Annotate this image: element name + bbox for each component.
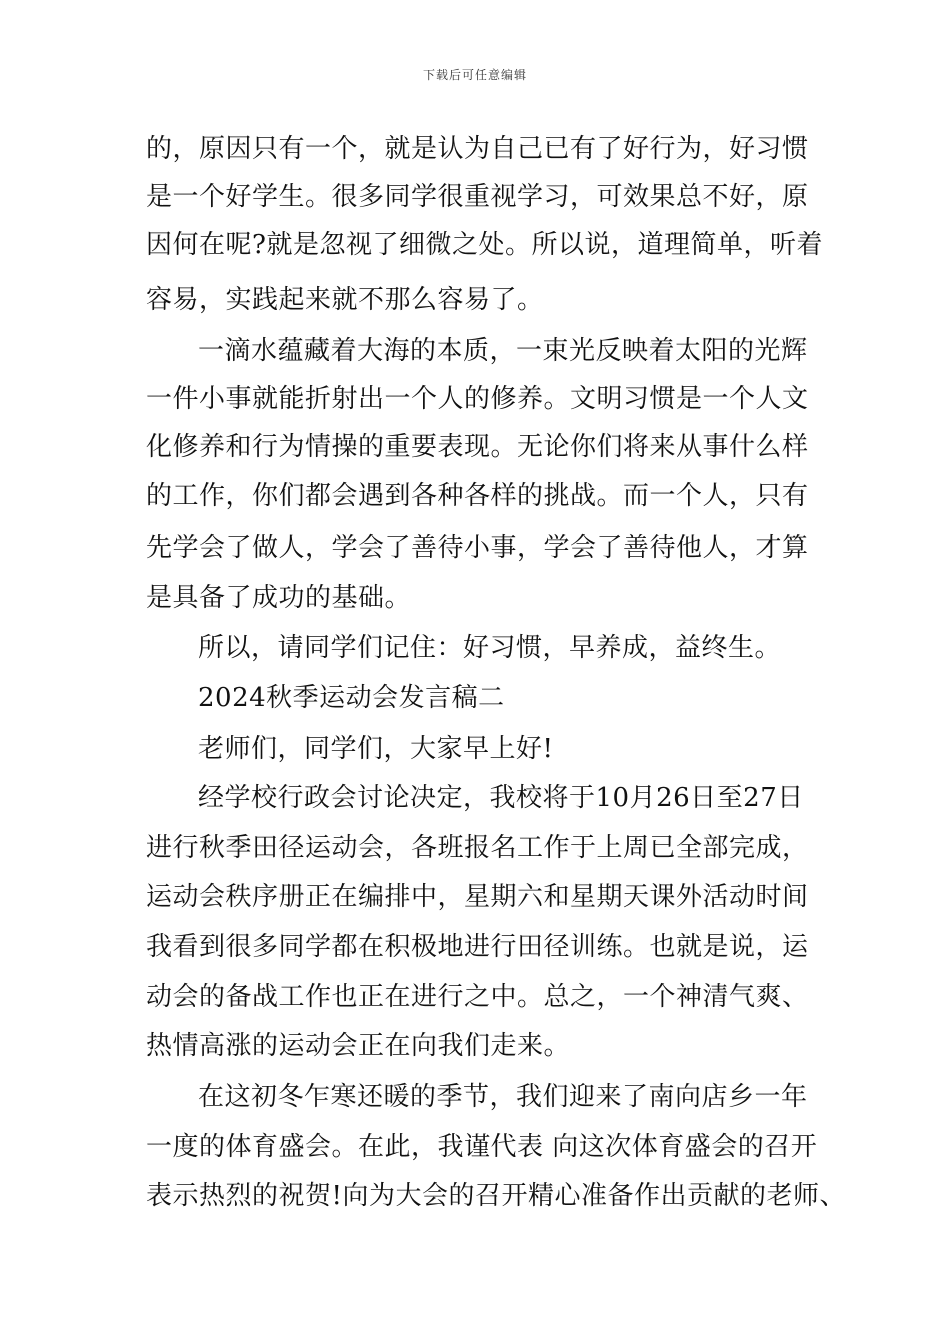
text-line: 热情高涨的运动会正在向我们走来。 xyxy=(146,1031,571,1061)
text-line: 一度的体育盛会。在此，我谨代表 向这次体育盛会的召开 xyxy=(146,1132,818,1162)
greeting-line: 老师们，同学们，大家早上好! xyxy=(198,734,554,764)
text-line: 表示热烈的祝贺!向为大会的召开精心准备作出贡献的老师、 xyxy=(146,1181,846,1211)
section-title: 2024秋季运动会发言稿二 xyxy=(198,683,505,713)
text-line: 所以，请同学们记住：好习惯，早养成，益终生。 xyxy=(198,633,782,663)
text-line: 一件小事就能折射出一个人的修养。文明习惯是一个人文 xyxy=(146,384,809,414)
text-line: 容易，实践起来就不那么容易了。 xyxy=(146,285,544,315)
text-line: 一滴水蕴藏着大海的本质，一束光反映着太阳的光辉 xyxy=(198,336,808,366)
text-line: 的，原因只有一个，就是认为自己已有了好行为，好习惯 xyxy=(146,134,809,164)
page-header: 下载后可任意编辑 xyxy=(422,68,527,82)
text-line: 运动会秩序册正在编排中，星期六和星期天课外活动时间 xyxy=(146,882,809,912)
text-line: 在这初冬乍寒还暖的季节，我们迎来了南向店乡一年 xyxy=(198,1082,808,1112)
text-line: 我看到很多同学都在积极地进行田径训练。也就是说，运 xyxy=(146,932,809,962)
text-line: 是具备了成功的基础。 xyxy=(146,583,412,613)
text-line: 进行秋季田径运动会，各班报名工作于上周已全部完成， xyxy=(146,833,809,863)
text-line: 先学会了做人，学会了善待小事，学会了善待他人，才算 xyxy=(146,533,809,563)
text-line: 因何在呢?就是忽视了细微之处。所以说，道理简单，听着 xyxy=(146,230,823,260)
text-line: 经学校行政会讨论决定，我校将于10月26日至27日 xyxy=(198,783,804,813)
text-line: 的工作，你们都会遇到各种各样的挑战。而一个人，只有 xyxy=(146,481,809,511)
text-line: 动会的备战工作也正在进行之中。总之，一个神清气爽、 xyxy=(146,982,809,1012)
text-line: 是一个好学生。很多同学很重视学习，可效果总不好，原 xyxy=(146,182,809,212)
text-line: 化修养和行为情操的重要表现。无论你们将来从事什么样 xyxy=(146,432,809,462)
